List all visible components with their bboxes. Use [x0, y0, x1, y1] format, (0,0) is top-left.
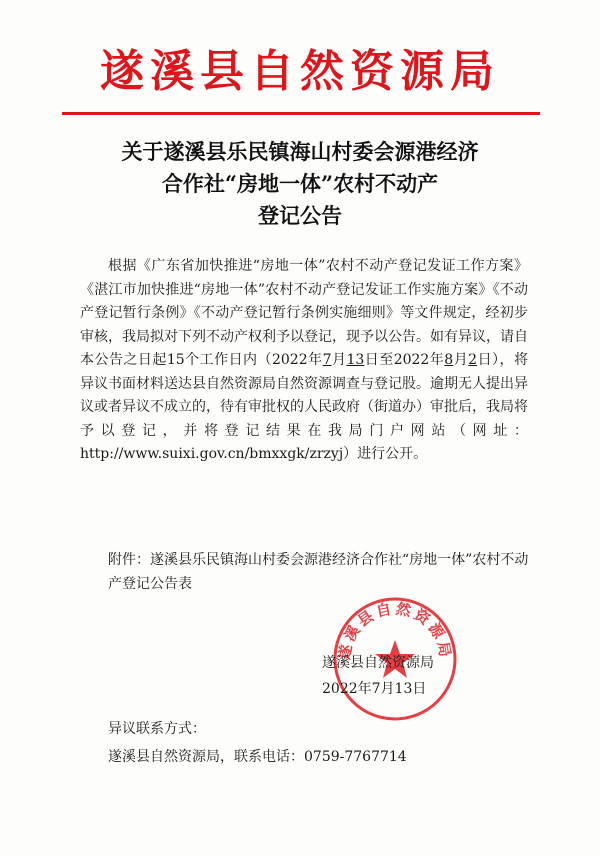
end-day: 2 [468, 352, 478, 368]
start-day: 13 [346, 352, 365, 368]
body-text-b: 月 [331, 352, 347, 368]
notice-title-line-1: 关于遂溪县乐民镇海山村委会源港经济 [121, 139, 479, 164]
start-month: 7 [322, 352, 332, 368]
contact-label: 异议联系方式： [108, 721, 206, 737]
letterhead-divider [62, 112, 540, 115]
agency-letterhead: 遂溪县自然资源局 [100, 46, 500, 97]
notice-title-line-3: 登记公告 [258, 203, 342, 228]
notice-title-line-2: 合作社“房地一体”农村不动产 [161, 171, 439, 196]
body-text-d: 月 [453, 352, 469, 368]
signature-date: 2022年7月13日 [322, 681, 427, 697]
body-text-c: 日至2022年 [364, 352, 445, 368]
end-month: 8 [444, 352, 454, 368]
notice-body-paragraph [80, 255, 528, 467]
contact-phone-line: 遂溪县自然资源局，联系电话：0759-7767714 [108, 749, 407, 765]
seal-text: 遂溪县自然资源局 [335, 599, 455, 662]
body-text-a: 根据《广东省加快推进“房地一体”农村不动产登记发证工作方案》《湛江市加快推进“房地一体”农村不动产登记发证工作实施方案》《不动产登记暂行条例》《不动产登记暂行条例实施细则》等文件规定，经初步审核，我局拟对下列不动产权利予以登记，现予以公告。如有异议，请自本公告之日起15个工作日内（2022年 [80, 258, 528, 368]
signature-organization: 遂溪县自然资源局 [322, 655, 434, 671]
attachment-note: 附件：遂溪县乐民镇海山村委会源港经济合作社“房地一体”农村不动产登记公告表 [108, 552, 529, 592]
body-text-e: 日），将异议书面材料送达县自然资源局自然资源调查与登记股。逾期无人提出异议或者异议不成立的，待有审批权的人民政府（街道办）审批后，我局将予以登记，并将登记结果在我局门户网站（网址：http://www.suixi.gov.cn/bmxxgk/zrzyj）进行公开。 [80, 352, 528, 462]
